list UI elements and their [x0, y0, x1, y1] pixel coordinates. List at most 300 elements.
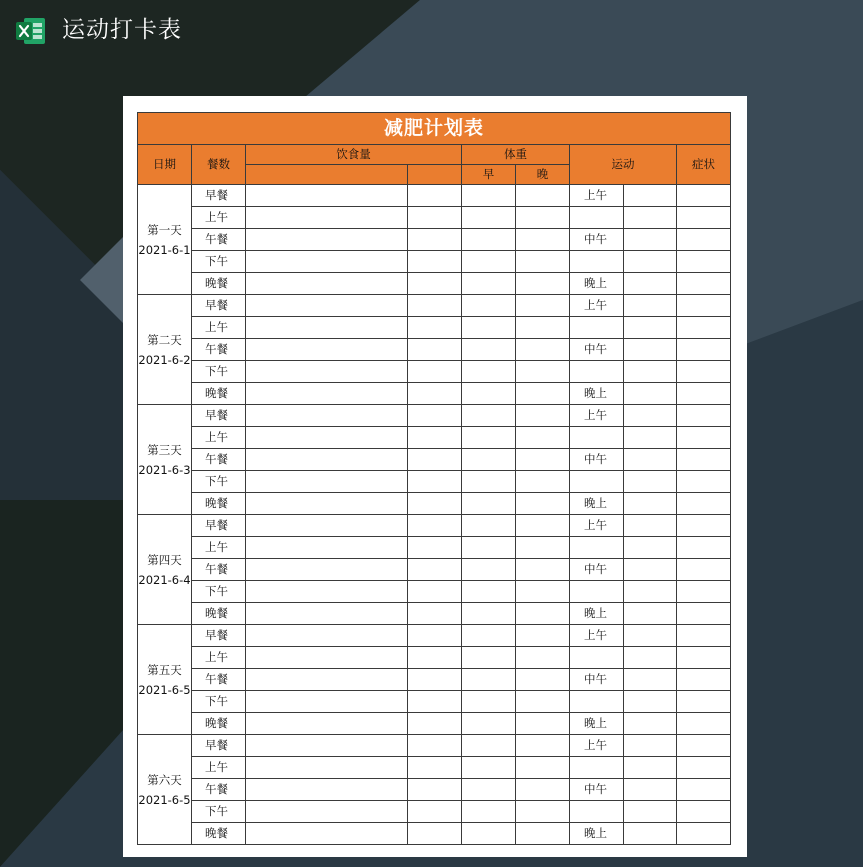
- weight-evening-cell[interactable]: [516, 757, 570, 779]
- exercise-slot-cell[interactable]: [570, 757, 624, 779]
- day-date: 2021-6-2: [138, 352, 191, 367]
- table-row: [138, 647, 731, 669]
- exercise-cell[interactable]: [624, 273, 677, 295]
- exercise-slot-cell[interactable]: 晚上: [570, 383, 624, 405]
- header-food-sub-1[interactable]: [246, 165, 408, 185]
- exercise-cell[interactable]: [624, 669, 677, 691]
- meal-cell[interactable]: 上午: [192, 647, 246, 669]
- exercise-slot-cell[interactable]: [570, 801, 624, 823]
- exercise-cell[interactable]: [624, 383, 677, 405]
- symptoms-cell[interactable]: [677, 669, 731, 691]
- exercise-cell[interactable]: [624, 581, 677, 603]
- excel-icon: [16, 17, 46, 45]
- weight-morning-cell[interactable]: [462, 361, 516, 383]
- weight-morning-cell[interactable]: [462, 317, 516, 339]
- exercise-cell[interactable]: [624, 713, 677, 735]
- food-cell-2[interactable]: [408, 625, 462, 647]
- symptoms-cell[interactable]: [677, 449, 731, 471]
- meal-cell[interactable]: 午餐: [192, 779, 246, 801]
- food-cell-1[interactable]: [246, 317, 408, 339]
- table-row: [138, 339, 731, 361]
- weight-morning-cell[interactable]: [462, 625, 516, 647]
- weight-morning-cell[interactable]: [462, 449, 516, 471]
- table-row: [138, 515, 731, 537]
- weight-evening-cell[interactable]: [516, 669, 570, 691]
- exercise-cell[interactable]: [624, 735, 677, 757]
- food-cell-2[interactable]: [408, 185, 462, 207]
- table-row: [138, 383, 731, 405]
- meal-cell[interactable]: 晚餐: [192, 603, 246, 625]
- weight-evening-cell[interactable]: [516, 647, 570, 669]
- symptoms-cell[interactable]: [677, 251, 731, 273]
- food-cell-2[interactable]: [408, 801, 462, 823]
- day-date: 2021-6-1: [138, 242, 191, 257]
- weight-morning-cell[interactable]: [462, 273, 516, 295]
- food-cell-2[interactable]: [408, 537, 462, 559]
- table-row: [138, 735, 731, 757]
- header-food-sub-2[interactable]: [408, 165, 462, 185]
- exercise-cell[interactable]: [624, 537, 677, 559]
- food-cell-2[interactable]: [408, 295, 462, 317]
- exercise-cell[interactable]: [624, 823, 677, 845]
- food-cell-1[interactable]: [246, 229, 408, 251]
- weight-evening-cell[interactable]: [516, 603, 570, 625]
- exercise-slot-cell[interactable]: 中午: [570, 559, 624, 581]
- symptoms-cell[interactable]: [677, 647, 731, 669]
- day-date: 2021-6-3: [138, 462, 191, 477]
- table-row: [138, 713, 731, 735]
- weight-evening-cell[interactable]: [516, 801, 570, 823]
- header-date[interactable]: 日期: [138, 145, 192, 185]
- food-cell-2[interactable]: [408, 449, 462, 471]
- weight-evening-cell[interactable]: [516, 383, 570, 405]
- weight-evening-cell[interactable]: [516, 361, 570, 383]
- food-cell-1[interactable]: [246, 625, 408, 647]
- exercise-slot-cell[interactable]: 上午: [570, 185, 624, 207]
- meal-cell[interactable]: 上午: [192, 427, 246, 449]
- food-cell-2[interactable]: [408, 823, 462, 845]
- day-cell[interactable]: [138, 625, 192, 735]
- symptoms-cell[interactable]: [677, 339, 731, 361]
- weight-evening-cell[interactable]: [516, 427, 570, 449]
- weight-morning-cell[interactable]: [462, 229, 516, 251]
- table-row: [138, 361, 731, 383]
- table-row: [138, 405, 731, 427]
- exercise-slot-cell[interactable]: [570, 691, 624, 713]
- weight-morning-cell[interactable]: [462, 669, 516, 691]
- weight-morning-cell[interactable]: [462, 823, 516, 845]
- day-cell[interactable]: [138, 735, 192, 845]
- meal-cell[interactable]: 午餐: [192, 339, 246, 361]
- exercise-slot-cell[interactable]: 晚上: [570, 273, 624, 295]
- exercise-slot-cell[interactable]: [570, 317, 624, 339]
- symptoms-cell[interactable]: [677, 273, 731, 295]
- symptoms-cell[interactable]: [677, 581, 731, 603]
- day-name: 第一天: [147, 222, 182, 237]
- exercise-cell[interactable]: [624, 405, 677, 427]
- weight-morning-cell[interactable]: [462, 735, 516, 757]
- symptoms-cell[interactable]: [677, 229, 731, 251]
- food-cell-1[interactable]: [246, 185, 408, 207]
- food-cell-1[interactable]: [246, 823, 408, 845]
- exercise-cell[interactable]: [624, 559, 677, 581]
- food-cell-2[interactable]: [408, 647, 462, 669]
- food-cell-2[interactable]: [408, 273, 462, 295]
- food-cell-2[interactable]: [408, 361, 462, 383]
- symptoms-cell[interactable]: [677, 471, 731, 493]
- meal-cell[interactable]: 午餐: [192, 669, 246, 691]
- food-cell-1[interactable]: [246, 273, 408, 295]
- header-food[interactable]: 饮食量: [246, 145, 462, 165]
- symptoms-cell[interactable]: [677, 207, 731, 229]
- food-cell-1[interactable]: [246, 559, 408, 581]
- meal-cell[interactable]: 下午: [192, 581, 246, 603]
- day-date: 2021-6-5: [138, 792, 191, 807]
- exercise-cell[interactable]: [624, 185, 677, 207]
- exercise-slot-cell[interactable]: 晚上: [570, 713, 624, 735]
- food-cell-2[interactable]: [408, 339, 462, 361]
- day-cell[interactable]: [138, 295, 192, 405]
- exercise-slot-cell[interactable]: [570, 361, 624, 383]
- weight-evening-cell[interactable]: [516, 581, 570, 603]
- food-cell-1[interactable]: [246, 779, 408, 801]
- food-cell-2[interactable]: [408, 471, 462, 493]
- food-cell-1[interactable]: [246, 647, 408, 669]
- meal-cell[interactable]: 早餐: [192, 295, 246, 317]
- food-cell-1[interactable]: [246, 757, 408, 779]
- food-cell-1[interactable]: [246, 493, 408, 515]
- symptoms-cell[interactable]: [677, 801, 731, 823]
- weight-evening-cell[interactable]: [516, 537, 570, 559]
- day-date: 2021-6-4: [138, 572, 191, 587]
- diet-plan-table: [137, 112, 731, 845]
- spreadsheet-sheet: [123, 96, 747, 857]
- weight-morning-cell[interactable]: [462, 405, 516, 427]
- exercise-slot-cell[interactable]: [570, 427, 624, 449]
- symptoms-cell[interactable]: [677, 317, 731, 339]
- symptoms-cell[interactable]: [677, 691, 731, 713]
- weight-morning-cell[interactable]: [462, 779, 516, 801]
- exercise-slot-cell[interactable]: 中午: [570, 779, 624, 801]
- weight-morning-cell[interactable]: [462, 801, 516, 823]
- weight-evening-cell[interactable]: [516, 471, 570, 493]
- food-cell-2[interactable]: [408, 735, 462, 757]
- exercise-slot-cell[interactable]: 晚上: [570, 493, 624, 515]
- weight-evening-cell[interactable]: [516, 295, 570, 317]
- food-cell-1[interactable]: [246, 251, 408, 273]
- exercise-slot-cell[interactable]: 中午: [570, 339, 624, 361]
- weight-morning-cell[interactable]: [462, 603, 516, 625]
- meal-cell[interactable]: 上午: [192, 317, 246, 339]
- food-cell-1[interactable]: [246, 295, 408, 317]
- food-cell-2[interactable]: [408, 427, 462, 449]
- symptoms-cell[interactable]: [677, 361, 731, 383]
- weight-evening-cell[interactable]: [516, 559, 570, 581]
- food-cell-1[interactable]: [246, 669, 408, 691]
- food-cell-1[interactable]: [246, 603, 408, 625]
- food-cell-1[interactable]: [246, 207, 408, 229]
- meal-cell[interactable]: 早餐: [192, 515, 246, 537]
- weight-morning-cell[interactable]: [462, 581, 516, 603]
- exercise-slot-cell[interactable]: [570, 581, 624, 603]
- weight-evening-cell[interactable]: [516, 317, 570, 339]
- exercise-slot-cell[interactable]: 上午: [570, 735, 624, 757]
- food-cell-2[interactable]: [408, 559, 462, 581]
- food-cell-1[interactable]: [246, 801, 408, 823]
- symptoms-cell[interactable]: [677, 603, 731, 625]
- meal-cell[interactable]: 下午: [192, 801, 246, 823]
- symptoms-cell[interactable]: [677, 537, 731, 559]
- food-cell-2[interactable]: [408, 779, 462, 801]
- weight-evening-cell[interactable]: [516, 251, 570, 273]
- food-cell-2[interactable]: [408, 207, 462, 229]
- weight-morning-cell[interactable]: [462, 339, 516, 361]
- exercise-slot-cell[interactable]: 上午: [570, 515, 624, 537]
- exercise-cell[interactable]: [624, 427, 677, 449]
- food-cell-1[interactable]: [246, 471, 408, 493]
- meal-cell[interactable]: 下午: [192, 471, 246, 493]
- weight-evening-cell[interactable]: [516, 449, 570, 471]
- table-row: [138, 471, 731, 493]
- meal-cell[interactable]: 晚餐: [192, 713, 246, 735]
- table-row: [138, 229, 731, 251]
- weight-evening-cell[interactable]: [516, 823, 570, 845]
- food-cell-2[interactable]: [408, 669, 462, 691]
- header-symptoms[interactable]: 症状: [677, 145, 731, 185]
- header-meals[interactable]: 餐数: [192, 145, 246, 185]
- food-cell-2[interactable]: [408, 251, 462, 273]
- symptoms-cell[interactable]: [677, 735, 731, 757]
- meal-cell[interactable]: 午餐: [192, 229, 246, 251]
- exercise-cell[interactable]: [624, 449, 677, 471]
- food-cell-1[interactable]: [246, 735, 408, 757]
- table-row: [138, 757, 731, 779]
- table-row: [138, 625, 731, 647]
- food-cell-2[interactable]: [408, 229, 462, 251]
- symptoms-cell[interactable]: [677, 823, 731, 845]
- table-row: [138, 559, 731, 581]
- day-name: 第三天: [147, 442, 182, 457]
- exercise-slot-cell[interactable]: 上午: [570, 625, 624, 647]
- exercise-slot-cell[interactable]: 晚上: [570, 823, 624, 845]
- meal-cell[interactable]: 早餐: [192, 185, 246, 207]
- table-row: [138, 449, 731, 471]
- exercise-slot-cell[interactable]: 中午: [570, 449, 624, 471]
- food-cell-2[interactable]: [408, 713, 462, 735]
- day-date: 2021-6-5: [138, 682, 191, 697]
- meal-cell[interactable]: 下午: [192, 691, 246, 713]
- food-cell-2[interactable]: [408, 691, 462, 713]
- header-weight[interactable]: 体重: [462, 145, 570, 165]
- exercise-cell[interactable]: [624, 471, 677, 493]
- symptoms-cell[interactable]: [677, 559, 731, 581]
- header-weight-morning[interactable]: 早: [462, 165, 516, 185]
- food-cell-1[interactable]: [246, 691, 408, 713]
- meal-cell[interactable]: 早餐: [192, 625, 246, 647]
- weight-evening-cell[interactable]: [516, 229, 570, 251]
- exercise-slot-cell[interactable]: 中午: [570, 229, 624, 251]
- food-cell-1[interactable]: [246, 361, 408, 383]
- exercise-cell[interactable]: [624, 603, 677, 625]
- table-row: [138, 801, 731, 823]
- weight-morning-cell[interactable]: [462, 559, 516, 581]
- exercise-cell[interactable]: [624, 339, 677, 361]
- exercise-slot-cell[interactable]: [570, 537, 624, 559]
- day-cell[interactable]: [138, 405, 192, 515]
- weight-evening-cell[interactable]: [516, 625, 570, 647]
- table-row: [138, 317, 731, 339]
- food-cell-1[interactable]: [246, 449, 408, 471]
- meal-cell[interactable]: 上午: [192, 207, 246, 229]
- table-row: [138, 273, 731, 295]
- weight-morning-cell[interactable]: [462, 691, 516, 713]
- app-title: 运动打卡表: [62, 17, 182, 43]
- table-row: [138, 581, 731, 603]
- title-bar: [0, 0, 863, 60]
- table-row: [138, 691, 731, 713]
- symptoms-cell[interactable]: [677, 383, 731, 405]
- weight-morning-cell[interactable]: [462, 493, 516, 515]
- exercise-cell[interactable]: [624, 493, 677, 515]
- weight-evening-cell[interactable]: [516, 493, 570, 515]
- food-cell-2[interactable]: [408, 603, 462, 625]
- weight-morning-cell[interactable]: [462, 515, 516, 537]
- header-exercise[interactable]: 运动: [570, 145, 677, 185]
- food-cell-2[interactable]: [408, 405, 462, 427]
- weight-morning-cell[interactable]: [462, 427, 516, 449]
- food-cell-1[interactable]: [246, 405, 408, 427]
- symptoms-cell[interactable]: [677, 713, 731, 735]
- food-cell-1[interactable]: [246, 515, 408, 537]
- day-name: 第六天: [147, 772, 182, 787]
- weight-morning-cell[interactable]: [462, 295, 516, 317]
- weight-morning-cell[interactable]: [462, 185, 516, 207]
- meal-cell[interactable]: 晚餐: [192, 493, 246, 515]
- symptoms-cell[interactable]: [677, 185, 731, 207]
- weight-morning-cell[interactable]: [462, 207, 516, 229]
- table-row: [138, 185, 731, 207]
- exercise-slot-cell[interactable]: [570, 207, 624, 229]
- weight-evening-cell[interactable]: [516, 207, 570, 229]
- exercise-cell[interactable]: [624, 207, 677, 229]
- symptoms-cell[interactable]: [677, 625, 731, 647]
- exercise-slot-cell[interactable]: 上午: [570, 405, 624, 427]
- weight-evening-cell[interactable]: [516, 779, 570, 801]
- weight-morning-cell[interactable]: [462, 471, 516, 493]
- food-cell-2[interactable]: [408, 493, 462, 515]
- meal-cell[interactable]: 下午: [192, 361, 246, 383]
- food-cell-1[interactable]: [246, 713, 408, 735]
- sheet-title[interactable]: 减肥计划表: [138, 113, 731, 145]
- exercise-cell[interactable]: [624, 317, 677, 339]
- exercise-cell[interactable]: [624, 515, 677, 537]
- day-name: 第四天: [147, 552, 182, 567]
- food-cell-1[interactable]: [246, 339, 408, 361]
- food-cell-2[interactable]: [408, 317, 462, 339]
- weight-evening-cell[interactable]: [516, 713, 570, 735]
- weight-morning-cell[interactable]: [462, 251, 516, 273]
- food-cell-2[interactable]: [408, 581, 462, 603]
- meal-cell[interactable]: 晚餐: [192, 823, 246, 845]
- exercise-cell[interactable]: [624, 757, 677, 779]
- symptoms-cell[interactable]: [677, 295, 731, 317]
- exercise-cell[interactable]: [624, 251, 677, 273]
- exercise-slot-cell[interactable]: 上午: [570, 295, 624, 317]
- table-row: [138, 603, 731, 625]
- exercise-cell[interactable]: [624, 361, 677, 383]
- exercise-cell[interactable]: [624, 779, 677, 801]
- header-weight-evening[interactable]: 晚: [516, 165, 570, 185]
- meal-cell[interactable]: 晚餐: [192, 273, 246, 295]
- day-cell[interactable]: [138, 185, 192, 295]
- food-cell-1[interactable]: [246, 427, 408, 449]
- symptoms-cell[interactable]: [677, 515, 731, 537]
- day-cell[interactable]: [138, 515, 192, 625]
- food-cell-2[interactable]: [408, 515, 462, 537]
- food-cell-1[interactable]: [246, 383, 408, 405]
- day-name: 第二天: [147, 332, 182, 347]
- table-row: [138, 207, 731, 229]
- exercise-cell[interactable]: [624, 229, 677, 251]
- table-row: [138, 251, 731, 273]
- food-cell-2[interactable]: [408, 383, 462, 405]
- meal-cell[interactable]: 下午: [192, 251, 246, 273]
- symptoms-cell[interactable]: [677, 405, 731, 427]
- symptoms-cell[interactable]: [677, 779, 731, 801]
- weight-evening-cell[interactable]: [516, 735, 570, 757]
- symptoms-cell[interactable]: [677, 493, 731, 515]
- meal-cell[interactable]: 上午: [192, 757, 246, 779]
- weight-evening-cell[interactable]: [516, 405, 570, 427]
- meal-cell[interactable]: 晚餐: [192, 383, 246, 405]
- exercise-cell[interactable]: [624, 625, 677, 647]
- weight-morning-cell[interactable]: [462, 383, 516, 405]
- day-name: 第五天: [147, 662, 182, 677]
- exercise-cell[interactable]: [624, 295, 677, 317]
- symptoms-cell[interactable]: [677, 427, 731, 449]
- weight-evening-cell[interactable]: [516, 339, 570, 361]
- weight-morning-cell[interactable]: [462, 757, 516, 779]
- table-row: [138, 427, 731, 449]
- exercise-slot-cell[interactable]: 中午: [570, 669, 624, 691]
- weight-evening-cell[interactable]: [516, 515, 570, 537]
- exercise-cell[interactable]: [624, 801, 677, 823]
- exercise-slot-cell[interactable]: [570, 471, 624, 493]
- exercise-slot-cell[interactable]: [570, 251, 624, 273]
- food-cell-1[interactable]: [246, 537, 408, 559]
- symptoms-cell[interactable]: [677, 757, 731, 779]
- weight-evening-cell[interactable]: [516, 273, 570, 295]
- meal-cell[interactable]: 上午: [192, 537, 246, 559]
- weight-morning-cell[interactable]: [462, 537, 516, 559]
- meal-cell[interactable]: 午餐: [192, 449, 246, 471]
- exercise-cell[interactable]: [624, 647, 677, 669]
- food-cell-2[interactable]: [408, 757, 462, 779]
- food-cell-1[interactable]: [246, 581, 408, 603]
- exercise-slot-cell[interactable]: 晚上: [570, 603, 624, 625]
- weight-evening-cell[interactable]: [516, 185, 570, 207]
- meal-cell[interactable]: 午餐: [192, 559, 246, 581]
- exercise-cell[interactable]: [624, 691, 677, 713]
- table-row: [138, 295, 731, 317]
- exercise-slot-cell[interactable]: [570, 647, 624, 669]
- table-row: [138, 537, 731, 559]
- meal-cell[interactable]: 早餐: [192, 405, 246, 427]
- weight-morning-cell[interactable]: [462, 647, 516, 669]
- meal-cell[interactable]: 早餐: [192, 735, 246, 757]
- weight-morning-cell[interactable]: [462, 713, 516, 735]
- weight-evening-cell[interactable]: [516, 691, 570, 713]
